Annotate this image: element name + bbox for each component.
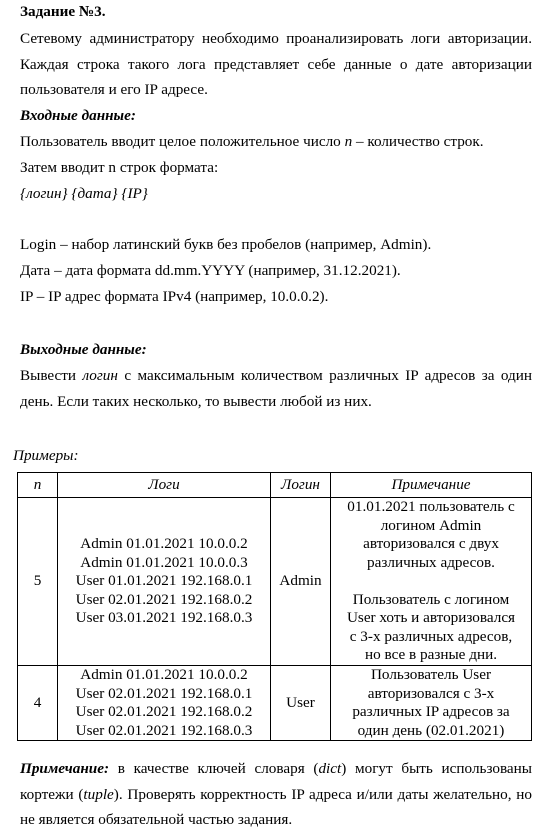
examples-caption: Примеры: bbox=[13, 447, 79, 464]
note-line: авторизовался с двух bbox=[363, 535, 499, 553]
input-line-1: Пользователь вводит целое положительное число n – количество строк. bbox=[20, 133, 484, 150]
def-login: Login – набор латинский букв без пробелов (например, Admin). bbox=[20, 236, 432, 253]
cell-logs bbox=[58, 666, 271, 741]
log-line: Admin 01.01.2021 10.0.0.3 bbox=[80, 553, 248, 571]
intro-line-3: пользователя и его IP адресе. bbox=[20, 81, 208, 98]
note-line: User хоть и авторизовался bbox=[346, 609, 516, 627]
log-line: Admin 01.01.2021 10.0.0.2 bbox=[80, 666, 248, 683]
note-spacer bbox=[333, 572, 529, 591]
examples-table bbox=[17, 472, 532, 741]
intro-line-2: Каждая строка такого лога представляет себе данные о дате авторизации bbox=[20, 56, 532, 73]
cell-login: User bbox=[271, 666, 331, 741]
def-ip: IP – IP адрес формата IPv4 (например, 10.0.0.2). bbox=[20, 288, 329, 305]
cell-n: 4 bbox=[18, 666, 58, 741]
note-line: различных адресов. bbox=[367, 553, 495, 571]
remark-line-1: Примечание: в качестве ключей словаря (dict) могут быть использованы bbox=[20, 760, 532, 777]
log-line: User 02.01.2021 192.168.0.2 bbox=[75, 590, 253, 608]
cell-note bbox=[331, 666, 532, 741]
note-line: Пользователь с логином bbox=[352, 590, 510, 608]
note-line: но все в разные дни. bbox=[364, 646, 498, 664]
output-line-1: Вывести логин с максимальным количеством различных IP адресов за один bbox=[20, 367, 533, 384]
output-line-2: день. Если таких несколько, то вывести любой из них. bbox=[20, 393, 372, 410]
table-row bbox=[18, 666, 532, 741]
cell-logs bbox=[58, 498, 271, 666]
log-line: Admin 01.01.2021 10.0.0.2 bbox=[80, 535, 248, 553]
table-row bbox=[18, 498, 532, 666]
task-title: Задание №3. bbox=[20, 3, 106, 20]
log-line: User 03.01.2021 192.168.0.3 bbox=[75, 609, 253, 627]
input-heading: Входные данные: bbox=[20, 107, 136, 124]
log-line: User 02.01.2021 192.168.0.1 bbox=[75, 684, 253, 702]
log-line: User 01.01.2021 192.168.0.1 bbox=[75, 572, 253, 590]
header-logs: Логи bbox=[58, 473, 271, 498]
log-line: User 02.01.2021 192.168.0.2 bbox=[75, 703, 253, 720]
header-n: n bbox=[18, 473, 58, 498]
output-heading: Выходные данные: bbox=[20, 341, 147, 358]
cell-login: Admin bbox=[271, 498, 331, 666]
intro-line-1: Сетевому администратору необходимо проанализировать логи авторизации. bbox=[20, 30, 532, 47]
header-login: Логин bbox=[271, 473, 331, 498]
note-line: авторизовался с 3-х bbox=[367, 684, 495, 702]
cell-n: 5 bbox=[18, 498, 58, 666]
input-line-2: Затем вводит n строк формата: bbox=[20, 159, 219, 176]
note-line: один день (02.01.2021) bbox=[357, 721, 505, 739]
note-line: 01.01.2021 пользователь с bbox=[347, 498, 515, 516]
input-format: {логин} {дата} {IP} bbox=[20, 185, 148, 202]
header-note: Примечание bbox=[331, 473, 532, 498]
def-date: Дата – дата формата dd.mm.YYYY (например, 31.12.2021). bbox=[20, 262, 401, 279]
remark-line-2: кортежи (tuple). Проверять корректность IP адреса и/или даты желательно, но bbox=[20, 786, 533, 803]
cell-note bbox=[331, 498, 532, 666]
note-line: с 3-х различных адресов, bbox=[349, 627, 513, 645]
note-line: логином Admin bbox=[380, 516, 482, 534]
note-line: различных IP адресов за bbox=[352, 703, 510, 720]
note-line: Пользователь User bbox=[370, 666, 492, 683]
log-line: User 02.01.2021 192.168.0.3 bbox=[75, 721, 253, 739]
table-header-row bbox=[18, 473, 532, 498]
remark-line-3: не является обязательной частью задания. bbox=[20, 811, 293, 828]
